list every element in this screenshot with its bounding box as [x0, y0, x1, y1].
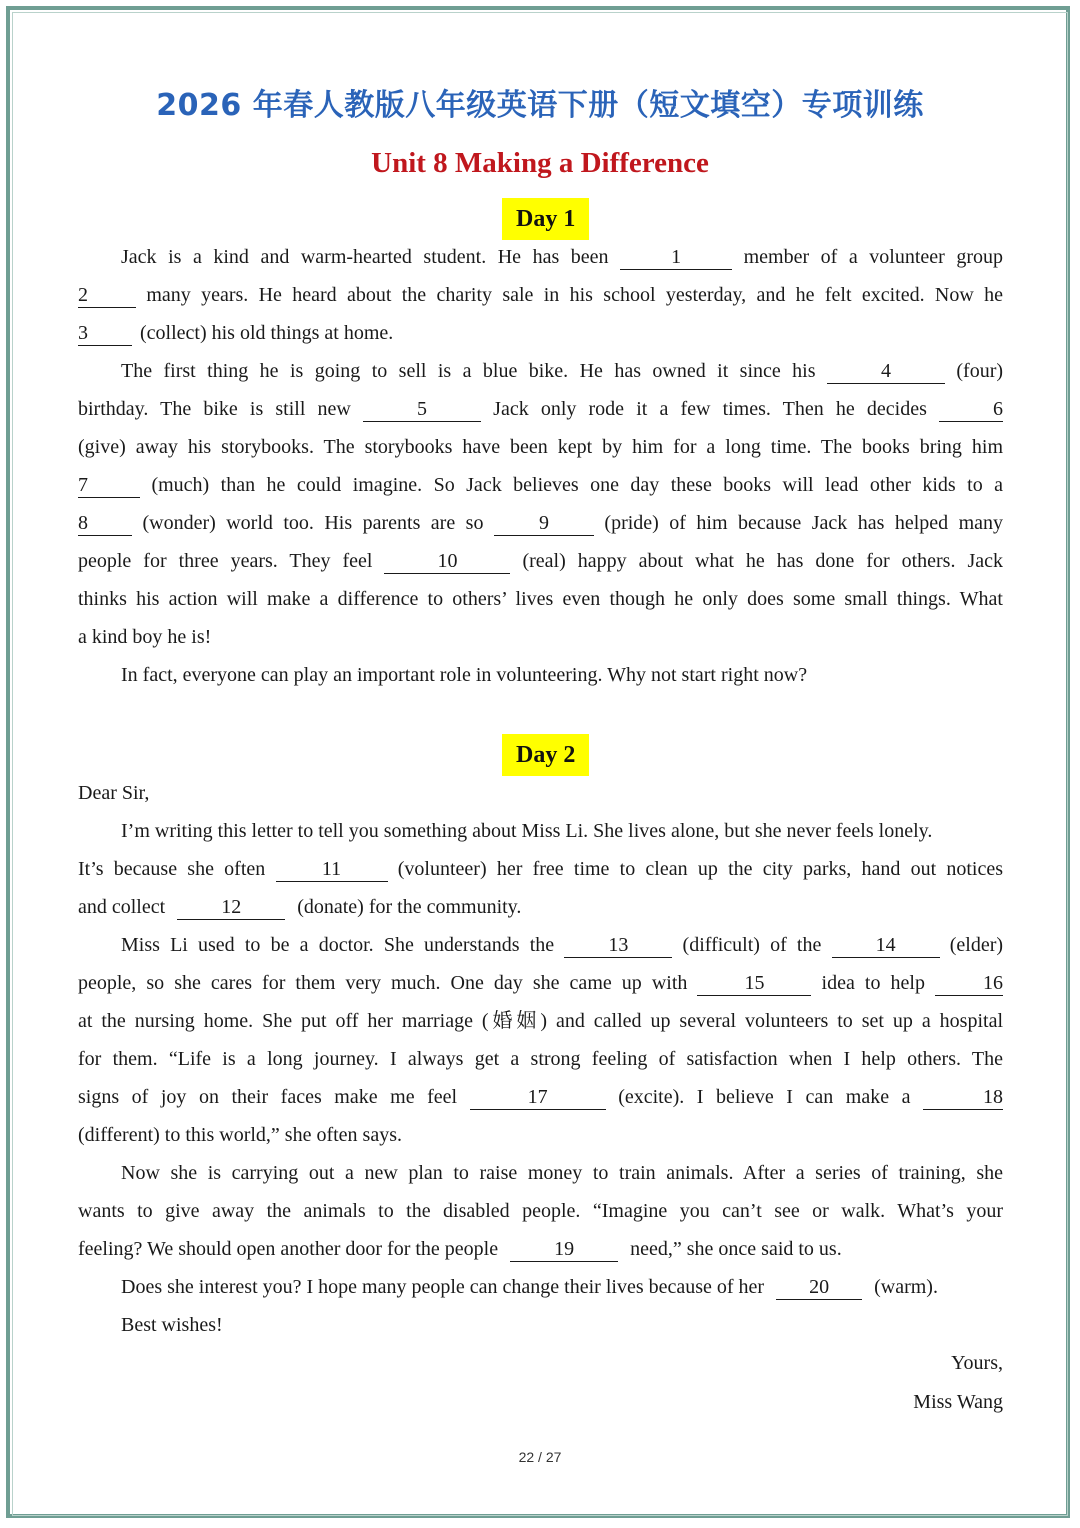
- passage-line: Does she interest you? I hope many people can change their lives because of her 20 (warm).: [121, 1276, 938, 1298]
- day2-label: Day 2: [502, 734, 589, 776]
- passage-line: Miss Li used to be a doctor. She understands the 13 (difficult) of the 14 (elder): [121, 934, 1004, 956]
- passage-line: wants to give away the animals to the disabled people. “Imagine you can’t see or walk. What’s your: [78, 1200, 1003, 1222]
- letter-best-wishes: Best wishes!: [121, 1314, 223, 1336]
- blank-18[interactable]: 18: [923, 1086, 1003, 1110]
- letter-signature: Miss Wang: [913, 1391, 1003, 1413]
- blank-2[interactable]: 2: [78, 284, 136, 308]
- passage-line: thinks his action will make a difference to others’ lives even though he only does some small things. What: [78, 588, 1003, 610]
- blank-1[interactable]: 1: [620, 246, 732, 270]
- passage-line: signs of joy on their faces make me feel 17 (excite). I believe I can make a 18: [78, 1086, 1004, 1108]
- passage-line: 7 (much) than he could imagine. So Jack believes one day these books will lead other kids to a: [78, 474, 1004, 496]
- day1-label: Day 1: [502, 198, 589, 240]
- passage-line: feeling? We should open another door for the people 19 need,” she once said to us.: [78, 1238, 842, 1260]
- passage-line: people, so she cares for them very much. One day she came up with 15 idea to help 16: [78, 972, 1004, 994]
- passage-line: at the nursing home. She put off her marriage (婚姻) and called up several volunteers to set up a hospital: [78, 1010, 1003, 1032]
- passage-line: In fact, everyone can play an important role in volunteering. Why not start right now?: [121, 664, 808, 686]
- blank-19[interactable]: 19: [510, 1238, 618, 1262]
- blank-17[interactable]: 17: [470, 1086, 606, 1110]
- passage-line: (different) to this world,” she often says.: [78, 1124, 402, 1146]
- unit-title: Unit 8 Making a Difference: [371, 147, 709, 179]
- passage-line: people for three years. They feel 10 (real) happy about what he has done for others. Jack: [78, 550, 1003, 572]
- passage-line: It’s because she often 11 (volunteer) her free time to clean up the city parks, hand out notices: [78, 858, 1004, 880]
- passage-line: and collect 12 (donate) for the community.: [78, 896, 522, 918]
- blank-9[interactable]: 9: [494, 512, 594, 536]
- blank-20[interactable]: 20: [776, 1276, 862, 1300]
- blank-5[interactable]: 5: [363, 398, 481, 422]
- blank-14[interactable]: 14: [832, 934, 940, 958]
- passage-line: a kind boy he is!: [78, 626, 212, 648]
- blank-8[interactable]: 8: [78, 512, 132, 536]
- blank-7[interactable]: 7: [78, 474, 140, 498]
- blank-4[interactable]: 4: [827, 360, 945, 384]
- passage-line: 8 (wonder) world too. His parents are so 9 (pride) of him because Jack has helped many: [78, 512, 1004, 534]
- blank-13[interactable]: 13: [564, 934, 672, 958]
- passage-line: Now she is carrying out a new plan to raise money to train animals. After a series of training, she: [121, 1162, 1003, 1184]
- passage-line: 2 many years. He heard about the charity sale in his school yesterday, and he felt excited. Now he: [78, 284, 1003, 306]
- blank-12[interactable]: 12: [177, 896, 285, 920]
- letter-salutation: Dear Sir,: [78, 782, 150, 804]
- blank-10[interactable]: 10: [384, 550, 510, 574]
- blank-6[interactable]: 6: [939, 398, 1003, 422]
- passage-line: 3 (collect) his old things at home.: [78, 322, 394, 344]
- blank-16[interactable]: 16: [935, 972, 1003, 996]
- passage-line: The first thing he is going to sell is a blue bike. He has owned it since his 4 (four): [121, 360, 1004, 382]
- page-number: 22 / 27: [518, 1449, 562, 1465]
- blank-3[interactable]: 3: [78, 322, 132, 346]
- passage-line: birthday. The bike is still new 5 Jack only rode it a few times. Then he decides 6: [78, 398, 1004, 420]
- passage-line: Jack is a kind and warm-hearted student. He has been 1 member of a volunteer group: [121, 246, 1004, 268]
- passage-line: I’m writing this letter to tell you something about Miss Li. She lives alone, but she never feels lonely.: [121, 820, 933, 842]
- document-title: 2026 年春人教版八年级英语下册（短文填空）专项训练: [156, 88, 924, 123]
- letter-closing: Yours,: [951, 1352, 1003, 1374]
- passage-line: (give) away his storybooks. The storybooks have been kept by him for a long time. The books bring him: [78, 436, 1003, 458]
- blank-11[interactable]: 11: [276, 858, 388, 882]
- blank-15[interactable]: 15: [697, 972, 811, 996]
- passage-line: for them. “Life is a long journey. I always get a strong feeling of satisfaction when I help others. The: [78, 1048, 1003, 1070]
